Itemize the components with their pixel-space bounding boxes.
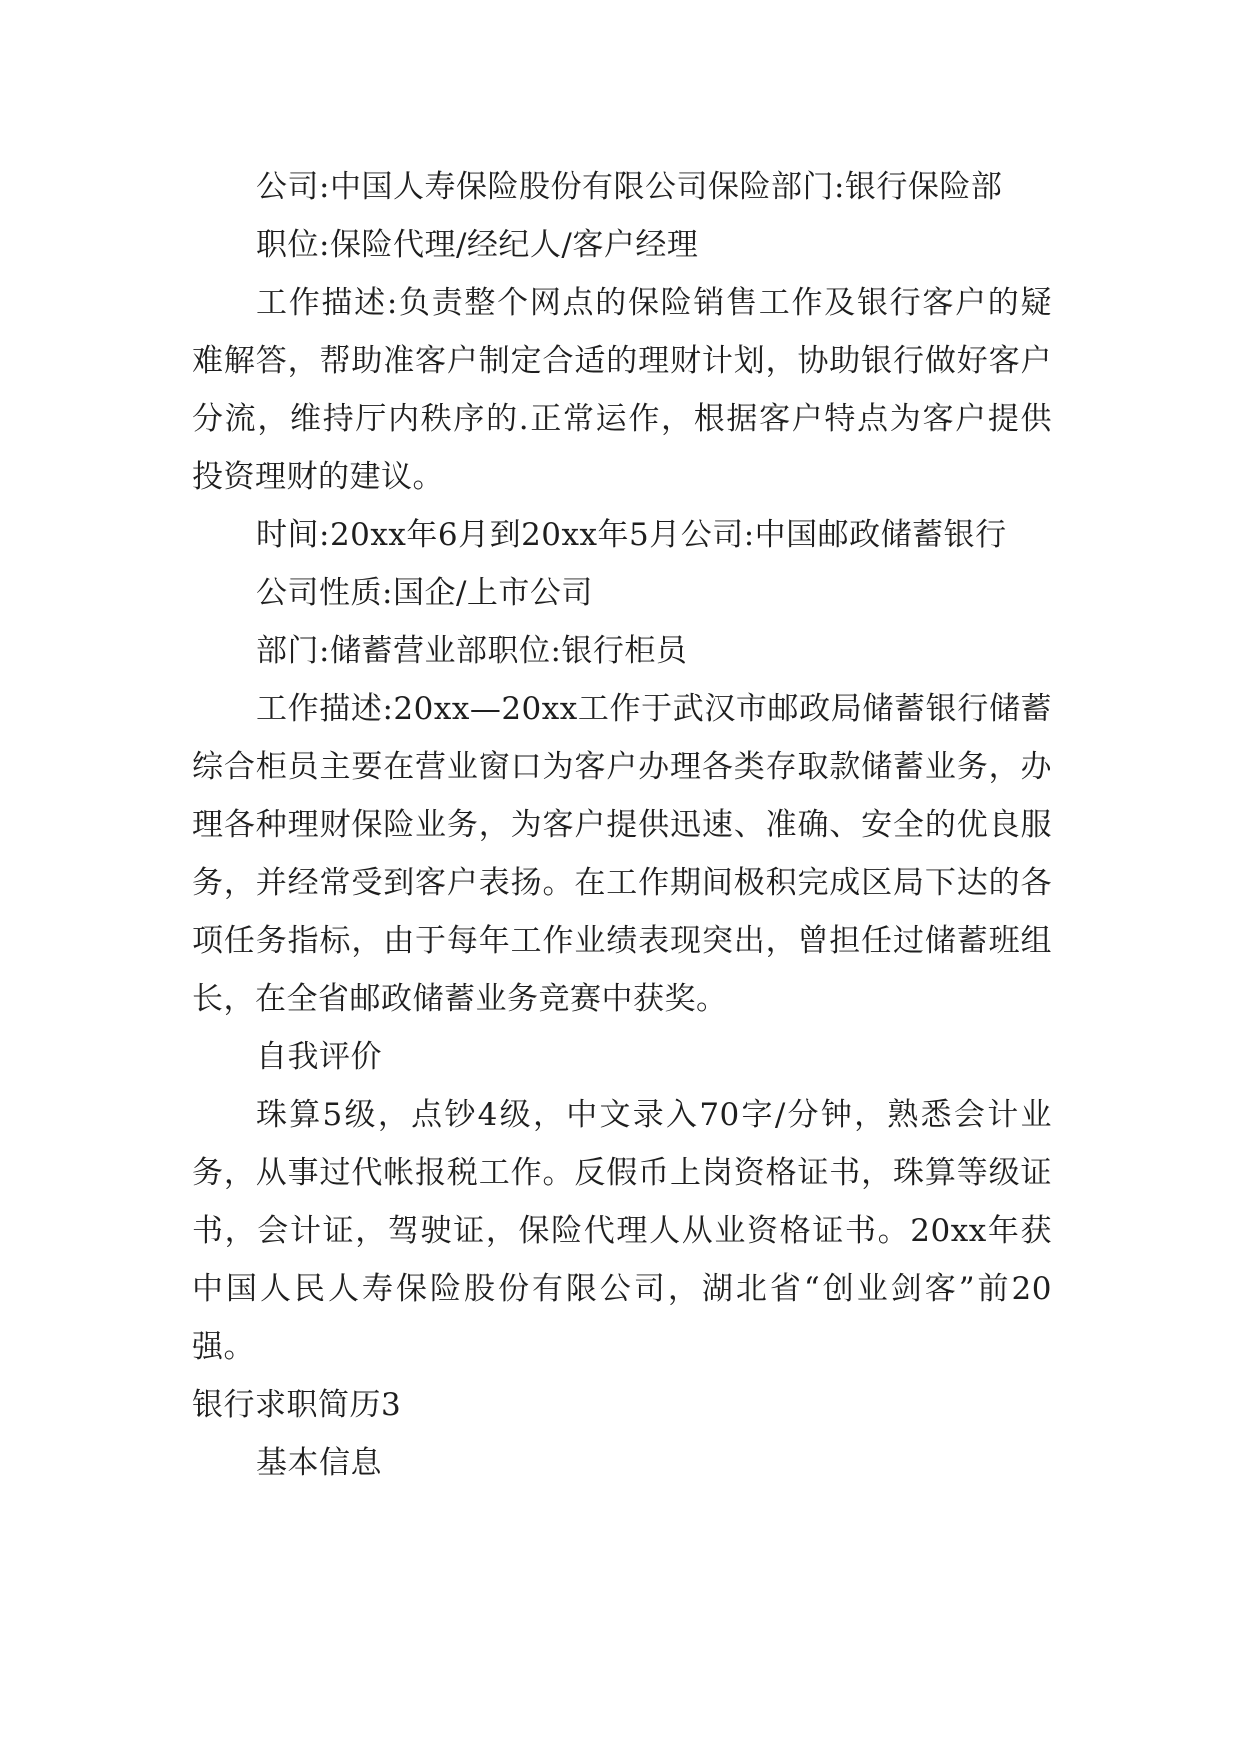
basic-info-heading: 基本信息 (256, 1445, 382, 1481)
company-line: 公司:中国人寿保险股份有限公司保险部门:银行保险部 (256, 169, 1003, 205)
self-evaluation-paragraph: 珠算5级，点钞4级，中文录入70字/分钟，熟悉会计业务，从事过代帐报税工作。反假币上岗资格证书，珠算等级证书，会计证，驾驶证，保险代理人从业资格证书。20xx年获中国人民人寿保险股份有限公司，湖北省“创业剑客”前20强。 (192, 1097, 1052, 1365)
company-type-line: 公司性质:国企/上市公司 (256, 575, 593, 611)
self-evaluation-heading: 自我评价 (256, 1039, 382, 1075)
position-line: 职位:保险代理/经纪人/客户经理 (256, 227, 699, 263)
document-body (192, 158, 1052, 1492)
job-description-paragraph-2: 工作描述:20xx—20xx工作于武汉市邮政局储蓄银行储蓄综合柜员主要在营业窗口为客户办理各类存取款储蓄业务，办理各种理财保险业务，为客户提供迅速、准确、安全的优良服务，并经常受到客户表扬。在工作期间极积完成区局下达的各项任务指标，由于每年工作业绩表现突出，曾担任过储蓄班组长，在全省邮政储蓄业务竞赛中获奖。 (192, 691, 1052, 1017)
department-position-line: 部门:储蓄营业部职位:银行柜员 (256, 633, 688, 669)
resume-section-title: 银行求职简历3 (192, 1387, 402, 1423)
time-company-line: 时间:20xx年6月到20xx年5月公司:中国邮政储蓄银行 (256, 517, 1007, 553)
job-description-paragraph: 工作描述:负责整个网点的保险销售工作及银行客户的疑难解答，帮助准客户制定合适的理财计划，协助银行做好客户分流，维持厅内秩序的.正常运作，根据客户特点为客户提供投资理财的建议。 (192, 285, 1052, 495)
